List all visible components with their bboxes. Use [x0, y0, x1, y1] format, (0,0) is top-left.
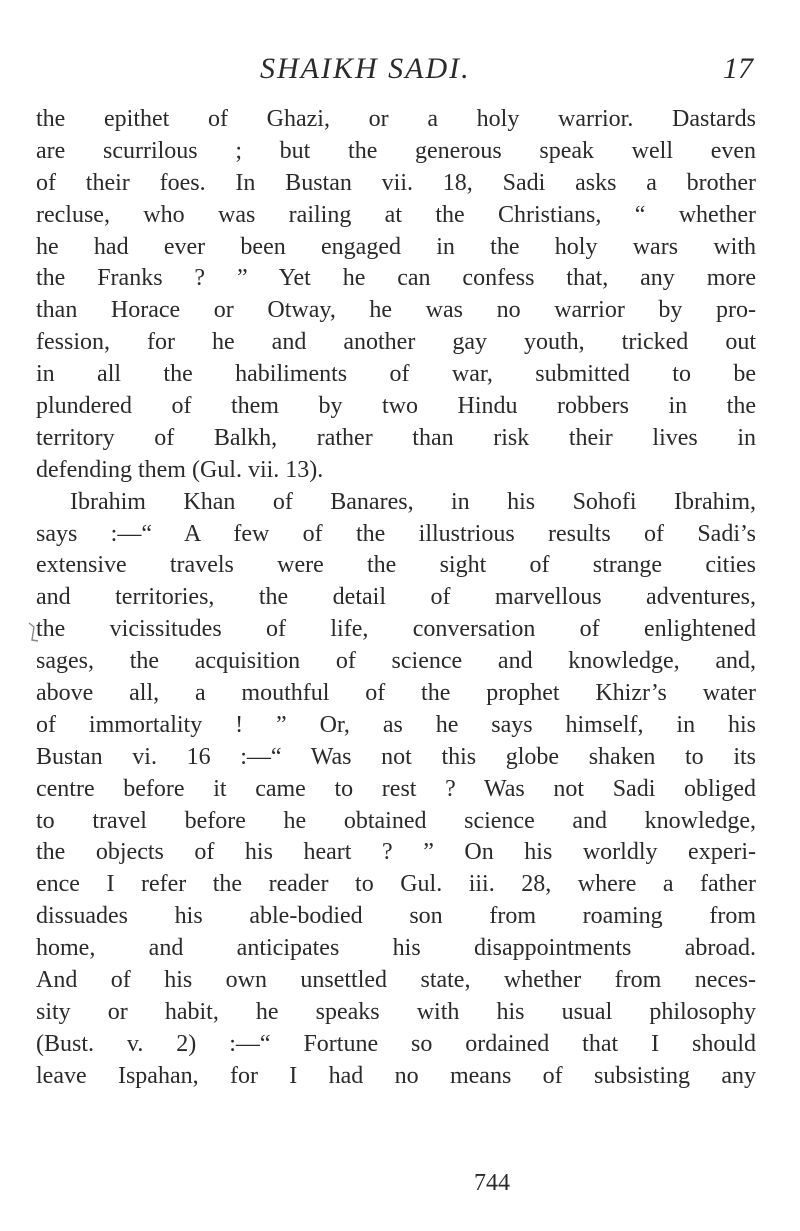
text-line: in all the habiliments of war, submitted to be: [36, 361, 756, 388]
text-line: territory of Balkh, rather than risk their lives in: [36, 424, 756, 451]
text-line: of immortality ! ” Or, as he says himself, in his: [36, 711, 756, 738]
text-line: of their foes. In Bustan vii. 18, Sadi asks a brother: [36, 169, 756, 196]
text-line: sages, the acquisition of science and knowledge, and,: [36, 648, 756, 675]
text-line: than Horace or Otway, he was no warrior by pro-: [36, 297, 756, 324]
signature-mark: 744: [474, 1170, 510, 1196]
text-line: he had ever been engaged in the holy wars with: [36, 233, 756, 260]
text-line: extensive travels were the sight of strange cities: [36, 552, 756, 579]
text-line: sity or habit, he speaks with his usual philosophy: [36, 998, 756, 1025]
text-line: Bustan vi. 16 :—“ Was not this globe shaken to its: [36, 743, 756, 770]
text-line: home, and anticipates his disappointments abroad.: [36, 935, 756, 962]
text-line: the Franks ? ” Yet he can confess that, any more: [36, 265, 756, 292]
text-line: centre before it came to rest ? Was not Sadi obliged: [36, 775, 756, 802]
page-number: 17: [723, 52, 753, 85]
text-line: above all, a mouthful of the prophet Khizr’s water: [36, 680, 756, 707]
text-line: are scurrilous ; but the generous speak well even: [36, 137, 756, 164]
paragraph-end-line: defending them (Gul. vii. 13).: [36, 456, 324, 483]
text-line: And of his own unsettled state, whether from neces-: [36, 967, 756, 994]
text-line: ence I refer the reader to Gul. iii. 28, where a father: [36, 871, 756, 898]
text-line: plundered of them by two Hindu robbers in the: [36, 393, 756, 420]
text-line: and territories, the detail of marvellous adventures,: [36, 584, 756, 611]
body-text: [36, 104, 756, 1093]
text-line: says :—“ A few of the illustrious results of Sadi’s: [36, 520, 756, 547]
text-line: fession, for he and another gay youth, tricked out: [36, 329, 756, 356]
text-line: the objects of his heart ? ” On his worldly experi-: [36, 839, 756, 866]
text-line: the vicissitudes of life, conversation of enlightened: [36, 616, 756, 643]
text-line: dissuades his able-bodied son from roaming from: [36, 903, 756, 930]
paragraph-start-line: Ibrahim Khan of Banares, in his Sohofi Ibrahim,: [70, 488, 756, 515]
text-line: to travel before he obtained science and knowledge,: [36, 807, 756, 834]
text-line: the epithet of Ghazi, or a holy warrior. Dastards: [36, 106, 756, 132]
running-title: SHAIKH SADI.: [260, 52, 471, 85]
text-line: (Bust. v. 2) :—“ Fortune so ordained that I should: [36, 1030, 756, 1057]
text-line: recluse, who was railing at the Christians, “ whether: [36, 201, 756, 228]
text-line: leave Ispahan, for I had no means of subsisting any: [36, 1062, 756, 1089]
